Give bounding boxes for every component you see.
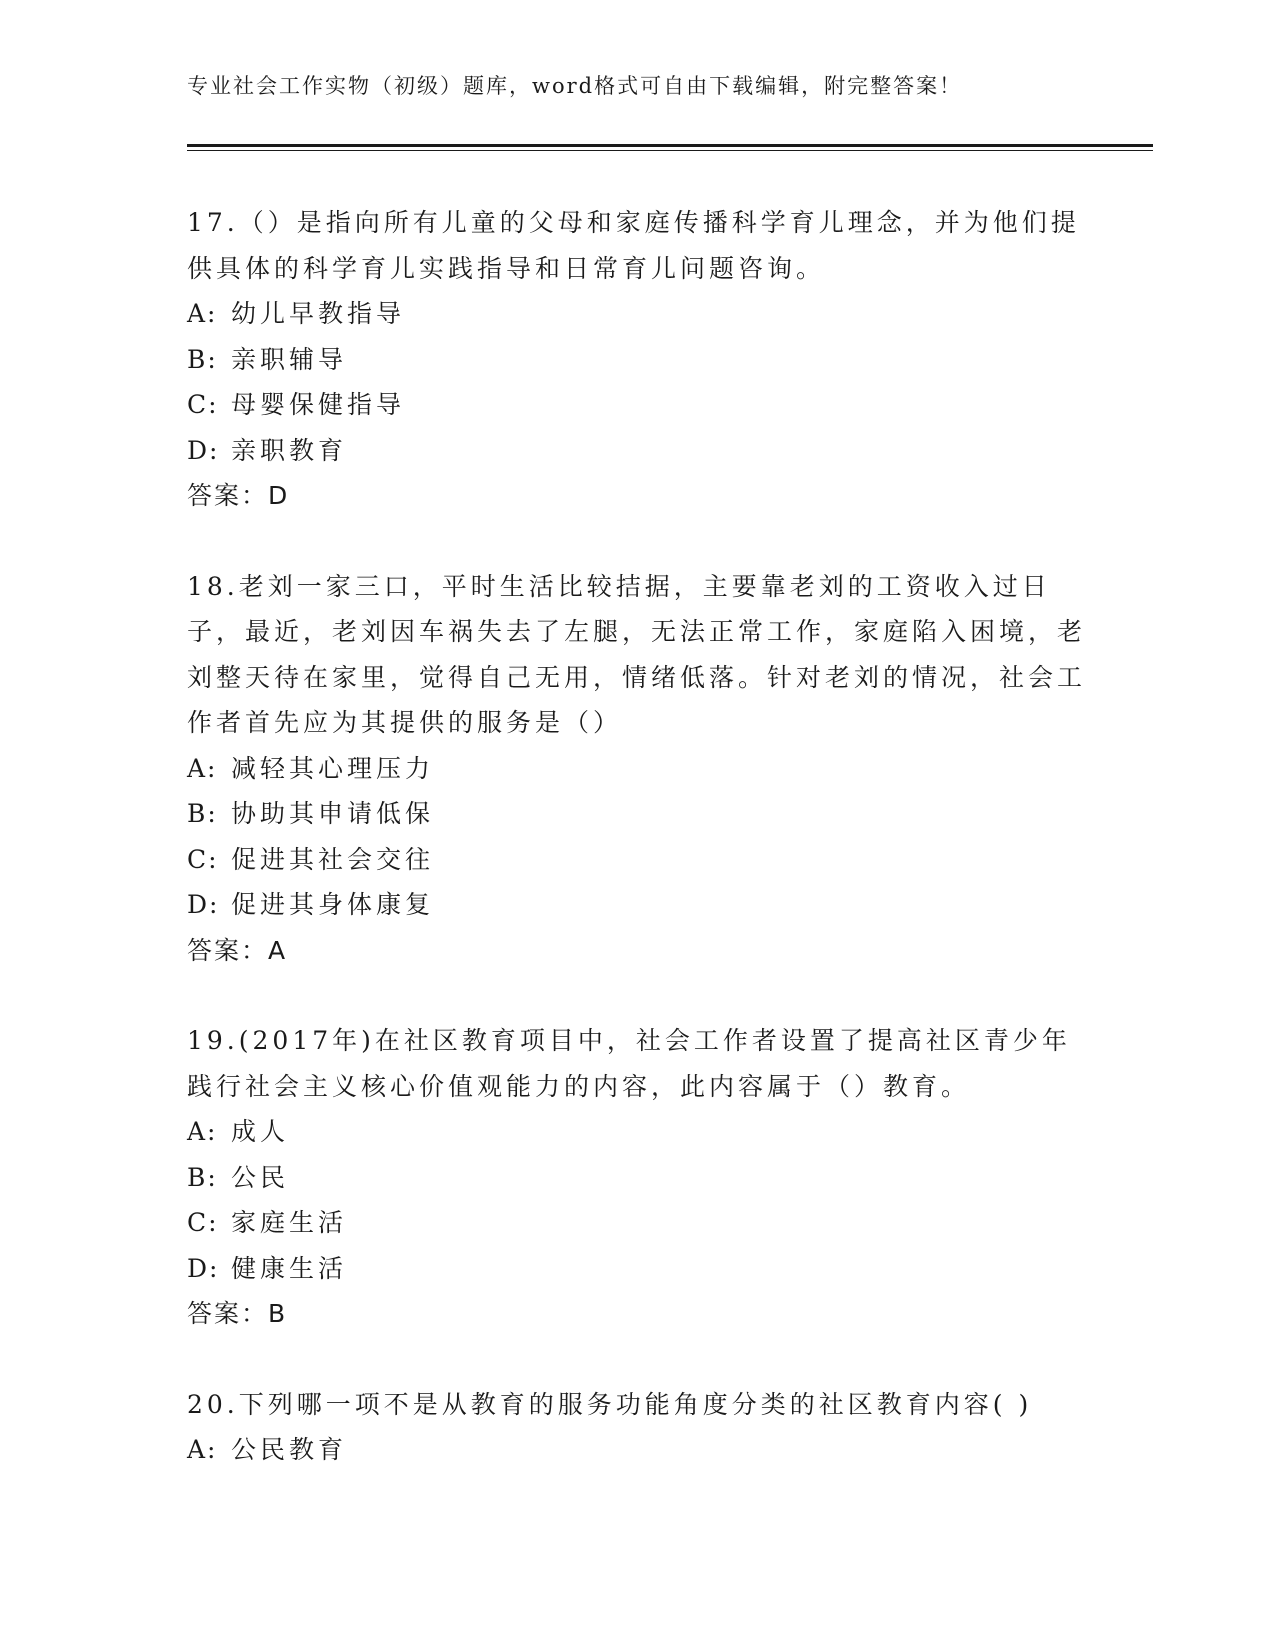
- question-19: [187, 1018, 1087, 1337]
- option-text: 公民: [231, 1162, 290, 1192]
- option-text: 协助其申请低保: [231, 799, 435, 828]
- option-label: D:: [187, 1253, 220, 1283]
- question-stem: 17.（）是指向所有儿童的父母和家庭传播科学育儿理念，并为他们提供具体的科学育儿实践指导和日常育儿问题咨询。: [187, 208, 1080, 283]
- option-label: A:: [187, 753, 218, 783]
- answer-line: 答案：B: [187, 1299, 288, 1328]
- option-text: 幼儿早教指导: [231, 299, 406, 328]
- option-label: A:: [187, 1117, 218, 1146]
- option-text: 母婴保健指导: [231, 390, 406, 419]
- question-20: [187, 1382, 1087, 1473]
- option-d: [187, 1246, 1087, 1292]
- option-b: [187, 791, 1087, 837]
- option-a: [187, 291, 1087, 337]
- option-text: 亲职教育: [231, 435, 348, 465]
- question-17: [187, 200, 1087, 519]
- question-list: [187, 200, 1087, 1518]
- option-b: [187, 1155, 1087, 1201]
- option-c: [187, 382, 1087, 428]
- option-text: 公民教育: [231, 1435, 348, 1464]
- option-label: A:: [187, 299, 218, 328]
- header-divider-thick: [187, 144, 1153, 147]
- answer-line: 答案：D: [187, 481, 290, 510]
- option-text: 减轻其心理压力: [231, 753, 435, 783]
- question-stem: 20.下列哪一项不是从教育的服务功能角度分类的社区教育内容( ): [187, 1389, 1033, 1419]
- option-c: [187, 837, 1087, 883]
- option-d: [187, 428, 1087, 474]
- option-b: [187, 337, 1087, 383]
- option-label: B:: [187, 799, 218, 828]
- option-label: C:: [187, 390, 219, 419]
- option-text: 促进其社会交往: [231, 844, 435, 874]
- question-stem: 18.老刘一家三口，平时生活比较拮据，主要靠老刘的工资收入过日子，最近，老刘因车祸失去了左腿，无法正常工作，家庭陷入困境，老刘整天待在家里，觉得自己无用，情绪低落。针对老刘的情况，社会工作者首先应为其提供的服务是（）: [187, 571, 1087, 737]
- header-divider-thin: [187, 150, 1153, 151]
- option-text: 促进其身体康复: [231, 890, 435, 919]
- option-d: [187, 882, 1087, 928]
- option-text: 亲职辅导: [231, 344, 348, 374]
- answer-line: 答案：A: [187, 935, 288, 965]
- option-label: D:: [187, 890, 220, 919]
- question-18: [187, 564, 1087, 974]
- page-header: 专业社会工作实物（初级）题库，word格式可自由下载编辑，附完整答案！: [187, 74, 963, 98]
- option-label: D:: [187, 435, 220, 465]
- option-a: [187, 746, 1087, 792]
- option-label: C:: [187, 1208, 219, 1237]
- option-text: 健康生活: [231, 1253, 348, 1283]
- option-label: A:: [187, 1435, 218, 1464]
- option-text: 家庭生活: [231, 1208, 348, 1237]
- option-label: C:: [187, 844, 219, 874]
- option-c: [187, 1200, 1087, 1246]
- option-text: 成人: [231, 1117, 290, 1146]
- question-stem: 19.(2017年)在社区教育项目中，社会工作者设置了提高社区青少年践行社会主义核心价值观能力的内容，此内容属于（）教育。: [187, 1026, 1071, 1101]
- option-a: [187, 1109, 1087, 1155]
- option-label: B:: [187, 344, 218, 374]
- option-label: B:: [187, 1162, 218, 1192]
- option-a: [187, 1427, 1087, 1473]
